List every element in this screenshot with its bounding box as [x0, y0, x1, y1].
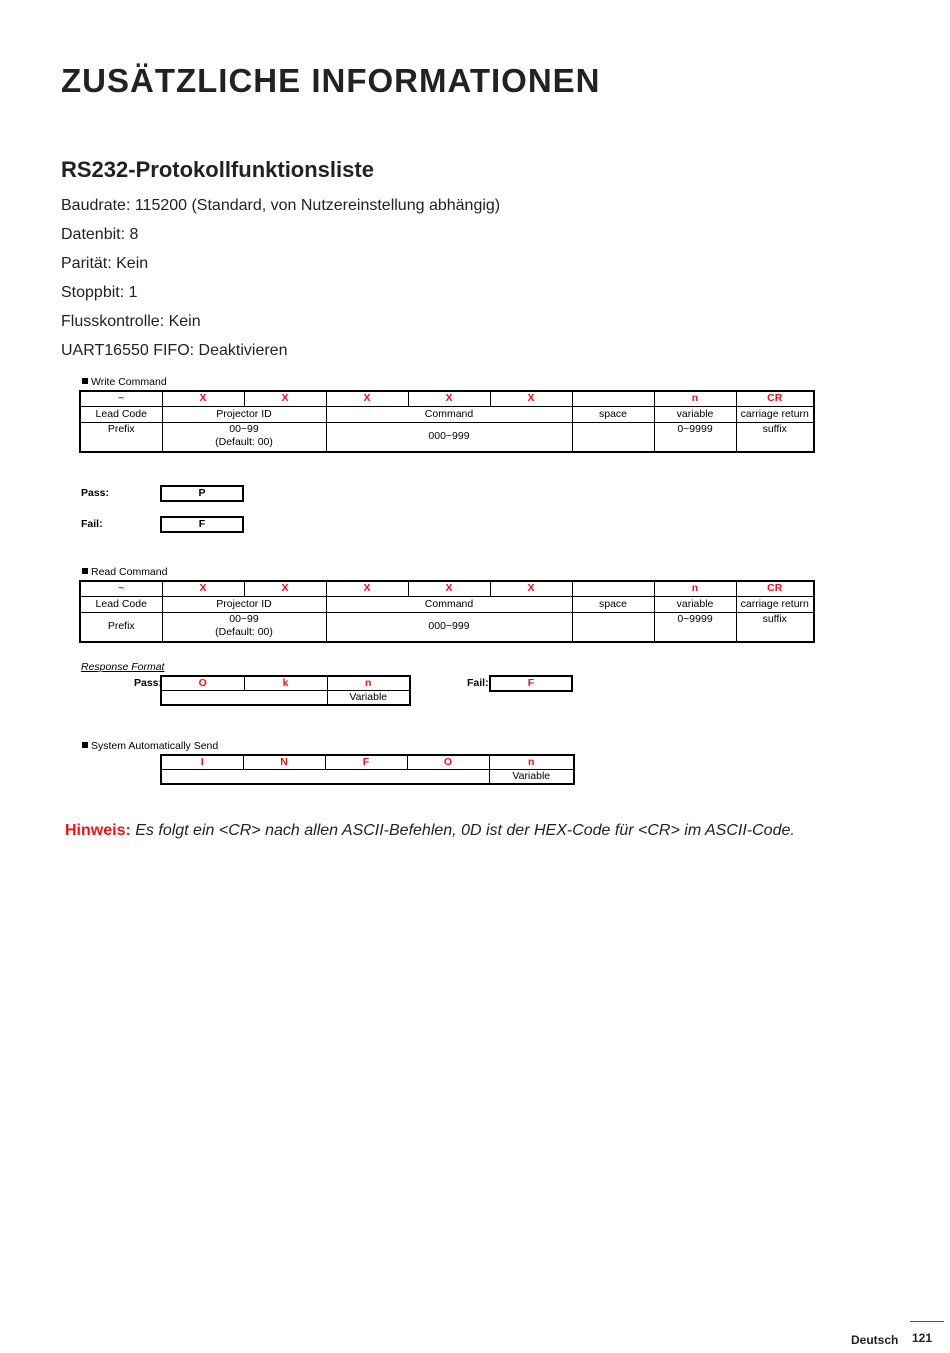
- table-cell: CR: [736, 391, 814, 406]
- pass-box: [160, 485, 244, 502]
- table-cell: n: [654, 581, 736, 596]
- table-cell: suffix: [736, 422, 814, 452]
- response-fail-box: [489, 675, 573, 692]
- setting-stopbit: Stoppbit: 1: [61, 284, 138, 301]
- table-cell: [572, 391, 654, 406]
- table-row: [80, 422, 814, 452]
- table-cell: space: [572, 596, 654, 612]
- response-pass-label: Pass:: [134, 677, 163, 689]
- table-cell: Projector ID: [162, 596, 326, 612]
- table-cell: n: [654, 391, 736, 406]
- table-row: [80, 391, 814, 406]
- table-cell: carriage return: [736, 406, 814, 422]
- setting-baudrate: Baudrate: 115200 (Standard, von Nutzereinstellung abhängig): [61, 197, 501, 214]
- table-cell: [572, 612, 654, 642]
- table-cell: 000~999: [326, 612, 572, 642]
- table-cell: variable: [654, 406, 736, 422]
- write-command-label: Write Command: [82, 376, 167, 388]
- table-cell: X: [408, 391, 490, 406]
- table-cell: ~: [80, 581, 162, 596]
- fail-box: [160, 516, 244, 533]
- table-cell: X: [244, 581, 326, 596]
- system-send-label: System Automatically Send: [82, 740, 218, 752]
- footer-divider: [910, 1321, 944, 1322]
- table-cell: Command: [326, 596, 572, 612]
- table-cell: Prefix: [80, 422, 162, 452]
- table-cell: CR: [736, 581, 814, 596]
- table-cell: X: [490, 391, 572, 406]
- table-cell: [161, 770, 489, 785]
- table-cell: X: [490, 581, 572, 596]
- pass-label: Pass:: [81, 487, 110, 499]
- fail-label: Fail:: [81, 518, 103, 530]
- table-cell: X: [162, 391, 244, 406]
- table-cell: X: [162, 581, 244, 596]
- table-cell: [572, 422, 654, 452]
- table-row: [161, 755, 574, 770]
- table-cell: n: [327, 676, 410, 691]
- table-cell: [161, 691, 327, 706]
- table-cell: Command: [326, 406, 572, 422]
- table-cell: carriage return: [736, 596, 814, 612]
- table-cell: [162, 422, 326, 452]
- cell-line: (Default: 00): [215, 435, 273, 448]
- bullet-square-icon: [82, 742, 88, 748]
- table-cell: ~: [80, 391, 162, 406]
- table-cell: variable: [654, 596, 736, 612]
- bullet-square-icon: [82, 568, 88, 574]
- system-send-table: [160, 754, 575, 785]
- table-cell: n: [489, 755, 574, 770]
- page-title: ZUSÄTZLICHE INFORMATIONEN: [61, 62, 601, 99]
- table-cell: 0~9999: [654, 422, 736, 452]
- table-cell: Variable: [327, 691, 410, 706]
- table-cell: N: [243, 755, 325, 770]
- footer-language: Deutsch: [851, 1333, 899, 1347]
- write-command-table: [79, 390, 815, 453]
- table-row: [161, 770, 574, 785]
- table-cell: k: [244, 676, 327, 691]
- table-cell: Lead Code: [80, 406, 162, 422]
- cell-line: (Default: 00): [215, 625, 273, 638]
- section-title: RS232-Protokollfunktionsliste: [61, 157, 374, 182]
- table-cell: space: [572, 406, 654, 422]
- table-cell: Projector ID: [162, 406, 326, 422]
- note-text: Es folgt ein <CR> nach allen ASCII-Befehlen, 0D ist der HEX-Code für <CR> im ASCII-Code.: [135, 822, 795, 839]
- table-row: [161, 676, 410, 691]
- read-command-table: [79, 580, 815, 643]
- table-cell: Lead Code: [80, 596, 162, 612]
- table-cell: X: [408, 581, 490, 596]
- table-cell: F: [325, 755, 407, 770]
- table-cell: O: [161, 676, 244, 691]
- table-row: [80, 612, 814, 642]
- table-cell: [572, 581, 654, 596]
- setting-fifo: UART16550 FIFO: Deaktivieren: [61, 342, 288, 359]
- table-cell: Variable: [489, 770, 574, 785]
- table-cell: suffix: [736, 612, 814, 642]
- fail-value: F: [161, 517, 243, 532]
- table-cell: X: [244, 391, 326, 406]
- table-cell: 000~999: [326, 422, 572, 452]
- table-cell: [162, 612, 326, 642]
- table-cell: X: [326, 581, 408, 596]
- table-row: [80, 596, 814, 612]
- table-row: [161, 691, 410, 706]
- response-fail-label: Fail:: [467, 677, 489, 689]
- response-format-label: Response Format: [81, 661, 165, 673]
- cell-line: 00~99: [229, 612, 259, 625]
- table-cell: O: [407, 755, 489, 770]
- table-cell: Prefix: [80, 612, 162, 642]
- footer-page-number: 121: [912, 1331, 933, 1345]
- bullet-square-icon: [82, 378, 88, 384]
- table-cell: X: [326, 391, 408, 406]
- table-cell: 0~9999: [654, 612, 736, 642]
- note: [65, 822, 795, 840]
- table-cell: I: [161, 755, 243, 770]
- note-label: Hinweis:: [65, 822, 131, 839]
- pass-value: P: [161, 486, 243, 501]
- setting-parity: Parität: Kein: [61, 255, 149, 272]
- response-fail-value: F: [490, 676, 572, 691]
- setting-databit: Datenbit: 8: [61, 226, 139, 243]
- table-row: [80, 406, 814, 422]
- table-row: [80, 581, 814, 596]
- setting-flow-control: Flusskontrolle: Kein: [61, 313, 201, 330]
- cell-line: 00~99: [229, 422, 259, 435]
- read-command-label: Read Command: [82, 566, 167, 578]
- response-pass-table: [160, 675, 411, 706]
